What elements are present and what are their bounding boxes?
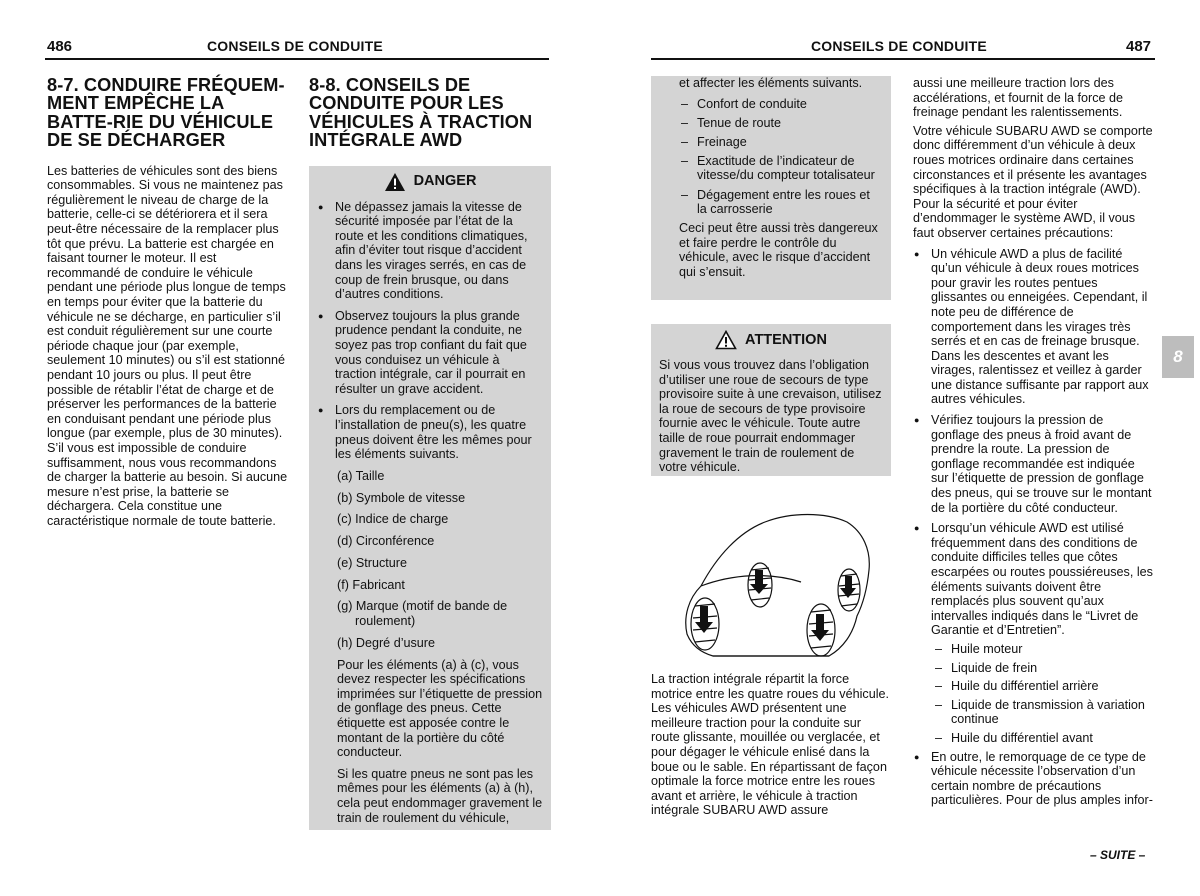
tire-spec-item: (b) Symbole de vitesse — [337, 490, 466, 505]
awd-car-illustration — [673, 506, 873, 664]
right-page-header: CONSEILS DE CONDUITE — [811, 38, 987, 54]
section-8-7 — [47, 76, 289, 528]
affected-item: – Dégagement entre les roues et la carrosserie — [679, 188, 883, 217]
chapter-tab: 8 — [1162, 336, 1194, 378]
tire-spec-item: (g) Marque (motif de bande de roulement) — [337, 599, 508, 628]
danger-item: ● Observez toujours la plus grande prudence pendant la conduite, ne soyez pas trop confiant du fait que vous conduisez un véhicule à traction intégrale, car il pourrait en résulter un grave accident. — [317, 309, 543, 397]
precaution-item: ● Un véhicule AWD a plus de facilité qu’un véhicule à deux roues motrices pour gravir les routes pentues glissantes ou enneigées. Cependant, il note peu de différence de comportement dans les virages très serrés et en cas de freinage brusque. Dans les descentes et avant les virages, ralentissez et veillez à garder une distance suffisante par rapport aux autres véhicules. — [913, 247, 1155, 408]
fluid-item: – Huile du différentiel avant — [933, 731, 1155, 746]
tire-spec-item: (d) Circonférence — [337, 534, 435, 549]
tire-spec-list — [317, 469, 543, 825]
attention-text: Si vous vous trouvez dans l’obligation d’utiliser une roue de secours de type provisoire suite à une crevaison, utilisez la roue de secours de type provisoire fournie avec le véhicule. Toute autre taille de roue pourrait endommager gravement le train de roulement de votre véhicule. — [659, 358, 882, 475]
attention-label: ATTENTION — [745, 331, 827, 348]
tire-spec-item: (a) Taille — [337, 468, 385, 483]
danger-box — [309, 166, 551, 830]
section-8-8 — [309, 76, 551, 830]
section-8-7-title: 8-7. CONDUIRE FRÉQUEM-MENT EMPÊCHE LA BATTE-RIE DU VÉHICULE DE SE DÉCHARGER — [47, 75, 285, 151]
continued-marker: – SUITE – — [1090, 848, 1146, 862]
left-page-number: 486 — [47, 38, 73, 55]
affected-item: – Exactitude de l’indicateur de vitesse/du compteur totalisateur — [679, 154, 883, 183]
danger-continued-text: et affecter les éléments suivants. — [679, 76, 863, 90]
danger-para-a-h: Si les quatre pneus ne sont pas les mêmes pour les éléments (a) à (h), cela peut endommager gravement le train de roulement du véhicule, — [337, 766, 543, 825]
attention-icon — [715, 330, 737, 350]
fluid-item: – Huile du différentiel arrière — [933, 679, 1155, 694]
column-3 — [651, 76, 891, 818]
awd-continued: aussi une meilleure traction lors des accélérations, et fournit de la force de freinage pendant les ralentissements. — [913, 76, 1124, 120]
tire-spec-item: (h) Degré d’usure — [337, 635, 435, 650]
left-page-header: CONSEILS DE CONDUITE — [207, 38, 383, 54]
precaution-item: ● Vérifiez toujours la pression de gonflage des pneus à froid avant de prendre la route. La pression de gonflage recommandée est indiquée sur l’étiquette de pression de gonflage des pneus, qui se trouve sur le montant de la portière du côté conducteur. — [913, 413, 1155, 515]
affected-item: – Tenue de route — [679, 116, 883, 131]
precaution-item: ● En outre, le remorquage de ce type de véhicule nécessite l’observation d’un certain nombre de précautions particulières. Pour de plus amples infor- — [913, 750, 1155, 808]
section-8-8-title: 8-8. CONSEILS DE CONDUITE POUR LES VÉHICULES À TRACTION INTÉGRALE AWD — [309, 75, 533, 151]
left-header-rule — [45, 58, 549, 60]
danger-icon — [384, 172, 406, 192]
attention-heading — [659, 324, 883, 358]
danger-item: ● Lors du remplacement ou de l’installation de pneu(s), les quatre pneus doivent être les mêmes pour les éléments suivants. — [317, 403, 543, 461]
fluid-item: – Huile moteur — [933, 642, 1155, 657]
tire-spec-item: (f) Fabricant — [337, 577, 405, 592]
awd-precautions-intro: Votre véhicule SUBARU AWD se comporte donc différemment d’un véhicule à deux roues motrices ordinaire dans certaines circonstances et il présente les avantages spécifiques à la traction intégrale (AWD). Pour la sécurité et pour éviter d’endommager le système AWD, il vous faut observer certaines précautions: — [913, 123, 1153, 240]
danger-item: ● Ne dépassez jamais la vitesse de sécurité imposée par l’état de la route et les conditions climatiques, afin d’éviter tout risque d’accident dans les virages serrés, en cas de coup de frein brusque, ou dans d’autres conditions. — [317, 200, 543, 302]
affected-item: – Confort de conduite — [679, 97, 883, 112]
danger-closing: Ceci peut être aussi très dangereux et faire perdre le contrôle du véhicule, avec le risque d’accident qui s’ensuit. — [679, 221, 878, 280]
tire-spec-item: (e) Structure — [337, 555, 407, 570]
danger-label: DANGER — [413, 173, 477, 190]
fluid-item: – Liquide de frein — [933, 661, 1155, 676]
section-8-7-body: Les batteries de véhicules sont des biens consommables. Si vous ne maintenez pas régulièrement le niveau de charge de la batterie, celle-ci se détériorera et il sera peut-être nécessaire de la remplacer plus tôt que prévu. La batterie est chargée en faisant tourner le moteur. Il est recommandé de conduire le véhicule pendant une période plus longue de temps en temps pour éviter que la batterie du véhicule ne se décharge, en particulier s’il est conduit régulièrement sur une courte période chaque jour (par exemple, seulement 10 minutes) ou s’il est stationné pendant 10 jours ou plus. Il peut être possible de rétablir l’état de charge et de préserver les performances de la batterie en conduisant pendant une période plus longue (par exemple, plus de 30 minutes). S’il vous est impossible de conduire suffisamment, nous vous recommandons de charger la batterie au besoin. Si aucune mesure n’est prise, la batterie se déchargera. Cela constitue une caractéristique normale de toute batterie. — [47, 163, 288, 528]
precaution-item: ● Lorsqu’un véhicule AWD est utilisé fréquemment dans des conditions de conduite difficiles telles que côtes escarpées ou routes poussiéreuses, les éléments suivants doivent être remplacés plus souvent qu’aux intervalles indiqués dans le “Livret de Garantie et d’Entretien”. — [913, 521, 1155, 638]
affected-item: – Freinage — [679, 135, 883, 150]
right-page-number: 487 — [1126, 38, 1152, 55]
danger-heading — [317, 166, 543, 200]
fluid-list — [913, 642, 1155, 746]
danger-box-continued — [651, 76, 891, 300]
tire-spec-item: (c) Indice de charge — [337, 512, 449, 527]
right-header-rule — [651, 58, 1155, 60]
fluid-item: – Liquide de transmission à variation continue — [933, 698, 1155, 727]
danger-para-a-c: Pour les éléments (a) à (c), vous devez respecter les spécifications imprimées sur l’étiquette de pression de gonflage des pneus. Cette étiquette est apposée contre le montant de la portière du côté conducteur. — [337, 657, 543, 760]
column-4 — [913, 76, 1155, 808]
attention-box — [651, 324, 891, 476]
awd-intro: La traction intégrale répartit la force motrice entre les quatre roues du véhicule. Les véhicules AWD présentent une meilleure traction pour la conduite sur route glissante, mouillée ou verglacée, et pour dégager le véhicule enlisé dans la boue ou le sable. En répartissant de façon optimale la force motrice entre les roues avant et arrière, le véhicule à traction intégrale SUBARU AWD assure — [651, 672, 890, 818]
